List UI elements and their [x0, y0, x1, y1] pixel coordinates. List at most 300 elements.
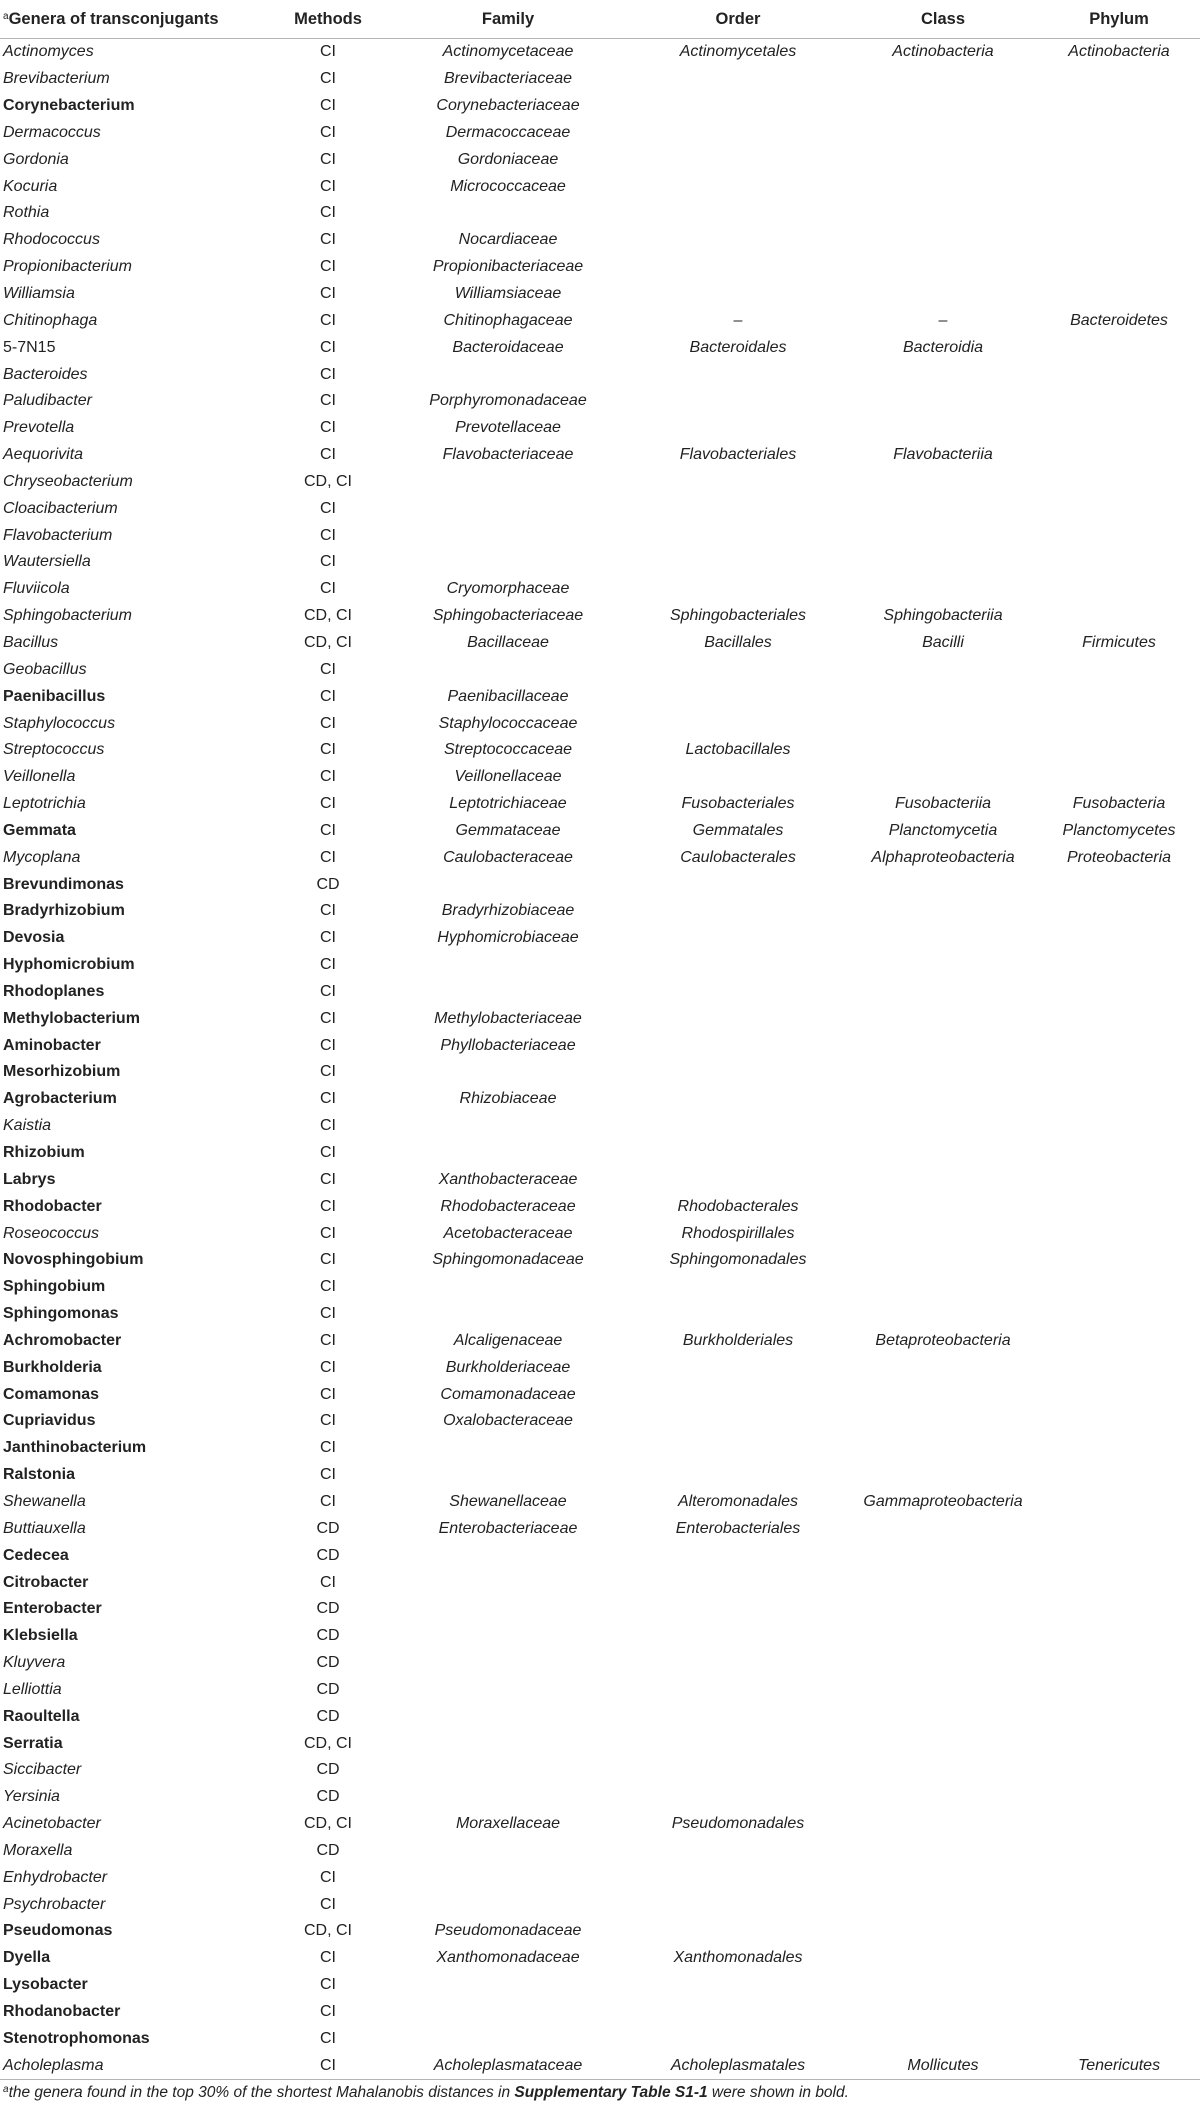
- genus-cell: Sphingomonas: [3, 1305, 119, 1323]
- table-row: [0, 66, 1200, 93]
- table-row: [0, 925, 1200, 952]
- family-cell: Gemmataceae: [455, 821, 561, 839]
- class-cell: [848, 1972, 1038, 1999]
- genus-cell: Cloacibacterium: [3, 499, 118, 517]
- methods-cell: CD, CI: [304, 1922, 352, 1940]
- genus-cell: Serratia: [3, 1734, 63, 1752]
- order-cell: [628, 200, 848, 227]
- genus-cell: Prevotella: [3, 419, 75, 437]
- class-cell: [848, 871, 1038, 898]
- table-row: [0, 1354, 1200, 1381]
- methods-cell: CI: [320, 1197, 336, 1215]
- class-cell: [848, 898, 1038, 925]
- phylum-cell: [1038, 495, 1200, 522]
- methods-cell: CD: [316, 1707, 340, 1725]
- genus-cell: Aminobacter: [3, 1036, 101, 1054]
- family-cell: Actinomycetaceae: [442, 43, 574, 61]
- phylum-cell: [1038, 93, 1200, 120]
- table-row: [0, 307, 1200, 334]
- order-cell: [628, 227, 848, 254]
- order-cell: [628, 1918, 848, 1945]
- class-cell: [848, 93, 1038, 120]
- table-row: [0, 281, 1200, 308]
- family-cell: [388, 522, 628, 549]
- family-cell: [388, 1596, 628, 1623]
- genus-cell: Achromobacter: [3, 1331, 122, 1349]
- table-row: [0, 1596, 1200, 1623]
- phylum-cell: [1038, 334, 1200, 361]
- methods-cell: CI: [320, 580, 336, 598]
- phylum-cell: [1038, 1784, 1200, 1811]
- table-row: [0, 1274, 1200, 1301]
- order-cell: [628, 415, 848, 442]
- methods-cell: CI: [320, 929, 336, 947]
- genus-cell: Bradyrhizobium: [3, 902, 125, 920]
- phylum-cell: [1038, 1811, 1200, 1838]
- family-cell: [388, 871, 628, 898]
- methods-cell: CI: [320, 982, 336, 1000]
- methods-cell: CD: [316, 1841, 340, 1859]
- class-cell: Betaproteobacteria: [875, 1331, 1011, 1349]
- phylum-cell: [1038, 1408, 1200, 1435]
- genus-cell: Lelliottia: [3, 1680, 62, 1698]
- class-cell: [848, 227, 1038, 254]
- order-cell: [628, 656, 848, 683]
- class-cell: [848, 1515, 1038, 1542]
- phylum-cell: [1038, 1328, 1200, 1355]
- order-cell: [628, 1274, 848, 1301]
- class-cell: Fusobacteriia: [894, 795, 992, 813]
- order-cell: [628, 146, 848, 173]
- family-cell: Pseudomonadaceae: [434, 1922, 582, 1940]
- genus-cell: Labrys: [3, 1170, 56, 1188]
- class-cell: [848, 1918, 1038, 1945]
- order-cell: Xanthomonadales: [673, 1949, 803, 1967]
- order-cell: Flavobacteriales: [679, 446, 797, 464]
- phylum-cell: [1038, 979, 1200, 1006]
- order-cell: [628, 1301, 848, 1328]
- phylum-cell: [1038, 1166, 1200, 1193]
- order-cell: [628, 576, 848, 603]
- genus-cell: Devosia: [3, 929, 65, 947]
- class-cell: [848, 737, 1038, 764]
- phylum-cell: [1038, 1596, 1200, 1623]
- class-cell: [848, 1623, 1038, 1650]
- class-cell: Gammaproteobacteria: [863, 1492, 1023, 1510]
- phylum-cell: [1038, 1623, 1200, 1650]
- family-cell: Rhizobiaceae: [459, 1090, 557, 1108]
- phylum-cell: [1038, 1542, 1200, 1569]
- genus-cell: Kocuria: [3, 177, 58, 195]
- table-row: [0, 146, 1200, 173]
- table-row: [0, 1462, 1200, 1489]
- genus-cell: Fluviicola: [3, 580, 70, 598]
- class-cell: [848, 1032, 1038, 1059]
- family-cell: [388, 1730, 628, 1757]
- genus-cell: Chitinophaga: [3, 311, 98, 329]
- methods-cell: CI: [320, 1573, 336, 1591]
- family-cell: [388, 1113, 628, 1140]
- order-cell: [628, 1864, 848, 1891]
- class-cell: [848, 710, 1038, 737]
- methods-cell: CI: [320, 258, 336, 276]
- methods-cell: CD: [316, 1761, 340, 1779]
- table-row: [0, 844, 1200, 871]
- table-row: [0, 1703, 1200, 1730]
- table-row: [0, 1328, 1200, 1355]
- class-cell: [848, 2025, 1038, 2052]
- methods-cell: CI: [320, 311, 336, 329]
- order-cell: Fusobacteriales: [681, 795, 795, 813]
- family-cell: Burkholderiaceae: [445, 1358, 571, 1376]
- table-row: [0, 1999, 1200, 2026]
- genus-cell: Wautersiella: [3, 553, 91, 571]
- family-cell: Alcaligenaceae: [453, 1331, 563, 1349]
- family-cell: [388, 1569, 628, 1596]
- genus-cell: Staphylococcus: [3, 714, 116, 732]
- order-cell: [628, 1730, 848, 1757]
- family-cell: Brevibacteriaceae: [443, 70, 573, 88]
- order-cell: [628, 1703, 848, 1730]
- genus-cell: Enhydrobacter: [3, 1868, 108, 1886]
- table-row: [0, 603, 1200, 630]
- order-cell: [628, 925, 848, 952]
- phylum-cell: [1038, 1059, 1200, 1086]
- genus-cell: Enterobacter: [3, 1600, 102, 1618]
- class-cell: [848, 254, 1038, 281]
- genus-cell: Yersinia: [3, 1788, 60, 1806]
- footnote-text-after: were shown in bold.: [707, 2084, 849, 2102]
- family-cell: Prevotellaceae: [455, 419, 561, 437]
- order-cell: [628, 281, 848, 308]
- table-row: [0, 737, 1200, 764]
- methods-cell: CI: [320, 553, 336, 571]
- table-row: [0, 1730, 1200, 1757]
- table-row: [0, 1193, 1200, 1220]
- order-cell: Sphingomonadales: [669, 1251, 807, 1269]
- family-cell: [388, 656, 628, 683]
- methods-cell: CI: [320, 1009, 336, 1027]
- order-cell: [628, 979, 848, 1006]
- phylum-cell: [1038, 1247, 1200, 1274]
- table-row: [0, 1838, 1200, 1865]
- family-cell: [388, 549, 628, 576]
- family-cell: Cryomorphaceae: [446, 580, 570, 598]
- class-cell: [848, 1676, 1038, 1703]
- phylum-cell: [1038, 603, 1200, 630]
- methods-cell: CI: [320, 204, 336, 222]
- methods-cell: CI: [320, 526, 336, 544]
- genus-cell: Hyphomicrobium: [3, 956, 135, 974]
- genus-cell: Propionibacterium: [3, 258, 132, 276]
- family-cell: [388, 1703, 628, 1730]
- order-cell: [628, 1838, 848, 1865]
- phylum-cell: [1038, 1945, 1200, 1972]
- family-cell: Chitinophagaceae: [443, 311, 573, 329]
- table-row: [0, 1542, 1200, 1569]
- family-cell: Veillonellaceae: [454, 768, 562, 786]
- methods-cell: CD, CI: [304, 633, 352, 651]
- order-cell: [628, 522, 848, 549]
- genus-cell: Mycoplana: [3, 848, 81, 866]
- order-cell: [628, 1059, 848, 1086]
- table-row: [0, 93, 1200, 120]
- genus-cell: Rhodobacter: [3, 1197, 102, 1215]
- class-cell: [848, 1596, 1038, 1623]
- methods-cell: CI: [320, 902, 336, 920]
- order-cell: [628, 1381, 848, 1408]
- genus-cell: Buttiauxella: [3, 1519, 86, 1537]
- family-cell: Xanthobacteraceae: [438, 1170, 578, 1188]
- order-cell: –: [733, 311, 743, 329]
- phylum-cell: [1038, 1301, 1200, 1328]
- genus-cell: Burkholderia: [3, 1358, 102, 1376]
- family-cell: [388, 200, 628, 227]
- table-row: [0, 2025, 1200, 2052]
- family-cell: [388, 1623, 628, 1650]
- methods-cell: CI: [320, 446, 336, 464]
- phylum-cell: [1038, 737, 1200, 764]
- family-cell: Enterobacteriaceae: [438, 1519, 578, 1537]
- genus-cell: Dyella: [3, 1949, 51, 1967]
- order-cell: [628, 683, 848, 710]
- family-cell: [388, 979, 628, 1006]
- methods-cell: CI: [320, 795, 336, 813]
- phylum-cell: [1038, 1113, 1200, 1140]
- table-row: [0, 388, 1200, 415]
- order-cell: Bacillales: [704, 633, 772, 651]
- class-cell: [848, 683, 1038, 710]
- phylum-cell: [1038, 1489, 1200, 1516]
- class-cell: [848, 495, 1038, 522]
- class-cell: [848, 1193, 1038, 1220]
- table-row: [0, 200, 1200, 227]
- order-cell: [628, 1005, 848, 1032]
- genus-cell: Novosphingobium: [3, 1251, 144, 1269]
- table-row: [0, 1676, 1200, 1703]
- class-cell: [848, 1650, 1038, 1677]
- class-cell: [848, 1247, 1038, 1274]
- genus-cell: Sphingobacterium: [3, 607, 132, 625]
- class-cell: Bacilli: [922, 633, 964, 651]
- methods-cell: CD: [316, 1788, 340, 1806]
- order-cell: [628, 1676, 848, 1703]
- table-row: [0, 1623, 1200, 1650]
- order-cell: [628, 1972, 848, 1999]
- footnote-marker: a: [3, 2084, 9, 2096]
- class-cell: [848, 1408, 1038, 1435]
- methods-cell: CI: [320, 43, 336, 61]
- family-cell: [388, 1891, 628, 1918]
- table-row: [0, 1489, 1200, 1516]
- phylum-cell: [1038, 1274, 1200, 1301]
- order-cell: [628, 710, 848, 737]
- order-cell: Actinomycetales: [679, 43, 797, 61]
- table-row: [0, 1918, 1200, 1945]
- class-cell: [848, 281, 1038, 308]
- phylum-cell: [1038, 1972, 1200, 1999]
- order-cell: [628, 1462, 848, 1489]
- class-cell: [848, 1569, 1038, 1596]
- table-row: [0, 576, 1200, 603]
- family-cell: Micrococcaceae: [450, 177, 566, 195]
- phylum-cell: [1038, 1086, 1200, 1113]
- phylum-cell: [1038, 898, 1200, 925]
- methods-cell: CI: [320, 741, 336, 759]
- order-cell: Sphingobacteriales: [669, 607, 807, 625]
- order-cell: [628, 549, 848, 576]
- order-cell: [628, 1596, 848, 1623]
- class-cell: [848, 1462, 1038, 1489]
- phylum-cell: [1038, 1193, 1200, 1220]
- class-cell: [848, 200, 1038, 227]
- family-cell: Methylobacteriaceae: [434, 1009, 582, 1027]
- family-cell: [388, 1301, 628, 1328]
- table-row: [0, 1435, 1200, 1462]
- methods-cell: CD, CI: [304, 607, 352, 625]
- class-cell: [848, 1838, 1038, 1865]
- order-cell: [628, 1166, 848, 1193]
- class-cell: [848, 1542, 1038, 1569]
- class-cell: [848, 66, 1038, 93]
- genus-cell: Corynebacterium: [3, 97, 135, 115]
- table-row: [0, 442, 1200, 469]
- methods-cell: CI: [320, 231, 336, 249]
- family-cell: Sphingomonadaceae: [432, 1251, 584, 1269]
- genus-cell: Janthinobacterium: [3, 1439, 147, 1457]
- family-cell: [388, 1757, 628, 1784]
- methods-cell: CD, CI: [304, 1734, 352, 1752]
- methods-cell: CD: [316, 1600, 340, 1618]
- genus-cell: Flavobacterium: [3, 526, 113, 544]
- order-cell: [628, 173, 848, 200]
- class-cell: [848, 1140, 1038, 1167]
- genus-cell: Cupriavidus: [3, 1412, 96, 1430]
- order-cell: [628, 1757, 848, 1784]
- class-cell: [848, 1059, 1038, 1086]
- order-cell: Acholeplasmatales: [628, 2052, 848, 2079]
- phylum-cell: Bacteroidetes: [1070, 311, 1168, 329]
- order-cell: [628, 120, 848, 147]
- class-cell: [848, 1274, 1038, 1301]
- methods-cell: CD, CI: [304, 1815, 352, 1833]
- table-row: [0, 630, 1200, 657]
- genus-cell: Raoultella: [3, 1707, 80, 1725]
- order-cell: [628, 1650, 848, 1677]
- family-cell: [388, 1676, 628, 1703]
- class-cell: [848, 925, 1038, 952]
- order-cell: [628, 1542, 848, 1569]
- family-cell: Bacteroidaceae: [452, 338, 564, 356]
- class-cell: [848, 361, 1038, 388]
- order-cell: Bacteroidales: [689, 338, 787, 356]
- family-cell: Gordoniaceae: [457, 150, 559, 168]
- methods-cell: CI: [320, 1868, 336, 1886]
- phylum-cell: [1038, 764, 1200, 791]
- order-cell: Lactobacillales: [685, 741, 791, 759]
- order-cell: Burkholderiales: [682, 1331, 794, 1349]
- phylum-cell: [1038, 1730, 1200, 1757]
- methods-cell: CI: [320, 1895, 336, 1913]
- phylum-cell: Actinobacteria: [1068, 43, 1170, 61]
- genus-cell: Kaistia: [3, 1117, 52, 1135]
- genus-cell: Chryseobacterium: [3, 472, 133, 490]
- genus-cell: Rhizobium: [3, 1144, 85, 1162]
- order-cell: [628, 388, 848, 415]
- phylum-cell: [1038, 710, 1200, 737]
- family-cell: Rhodobacteraceae: [440, 1197, 576, 1215]
- methods-cell: CI: [320, 1358, 336, 1376]
- table-row: [0, 2052, 1200, 2079]
- family-cell: Leptotrichiaceae: [449, 795, 567, 813]
- genus-cell: Dermacoccus: [3, 123, 101, 141]
- phylum-cell: [1038, 66, 1200, 93]
- methods-cell: CI: [320, 1976, 336, 1994]
- phylum-cell: [1038, 388, 1200, 415]
- family-cell: Williamsiaceae: [454, 285, 562, 303]
- class-cell: [848, 1220, 1038, 1247]
- phylum-cell: [1038, 146, 1200, 173]
- genus-cell: Gordonia: [3, 150, 69, 168]
- phylum-cell: [1038, 1569, 1200, 1596]
- methods-cell: CI: [268, 2052, 388, 2079]
- family-cell: Porphyromonadaceae: [429, 392, 587, 410]
- phylum-cell: [1038, 281, 1200, 308]
- class-cell: [848, 522, 1038, 549]
- header-methods: Methods: [268, 0, 388, 39]
- family-cell: [388, 1140, 628, 1167]
- methods-cell: CI: [320, 1278, 336, 1296]
- genus-cell: Paludibacter: [3, 392, 92, 410]
- table-row: [0, 39, 1200, 66]
- order-cell: [628, 469, 848, 496]
- methods-cell: CI: [320, 2029, 336, 2047]
- methods-cell: CI: [320, 1144, 336, 1162]
- methods-cell: CD: [316, 1519, 340, 1537]
- phylum-cell: [1038, 1999, 1200, 2026]
- genus-cell: Klebsiella: [3, 1627, 78, 1645]
- class-cell: [848, 1166, 1038, 1193]
- methods-cell: CI: [320, 1949, 336, 1967]
- genus-cell: Brevundimonas: [3, 875, 124, 893]
- genus-cell: Stenotrophomonas: [3, 2029, 150, 2047]
- header-family: Family: [388, 0, 628, 39]
- methods-cell: CD: [316, 1627, 340, 1645]
- family-cell: Corynebacteriaceae: [436, 97, 580, 115]
- family-cell: Bradyrhizobiaceae: [441, 902, 575, 920]
- class-cell: Planctomycetia: [888, 821, 998, 839]
- class-cell: [848, 576, 1038, 603]
- table-row: [0, 1650, 1200, 1677]
- order-cell: [628, 1784, 848, 1811]
- family-cell: Oxalobacteraceae: [443, 1412, 573, 1430]
- phylum-cell: [1038, 254, 1200, 281]
- phylum-cell: [1038, 656, 1200, 683]
- class-cell: Alphaproteobacteria: [871, 848, 1015, 866]
- table-row: [0, 1220, 1200, 1247]
- header-class: Class: [848, 0, 1038, 39]
- header-phylum: Phylum: [1038, 0, 1200, 39]
- family-cell: [388, 1435, 628, 1462]
- order-cell: [628, 952, 848, 979]
- phylum-cell: [1038, 173, 1200, 200]
- phylum-cell: [1038, 1435, 1200, 1462]
- genus-cell: Leptotrichia: [3, 795, 86, 813]
- phylum-cell: [1038, 1381, 1200, 1408]
- family-cell: [388, 495, 628, 522]
- table-row: [0, 656, 1200, 683]
- family-cell: [388, 952, 628, 979]
